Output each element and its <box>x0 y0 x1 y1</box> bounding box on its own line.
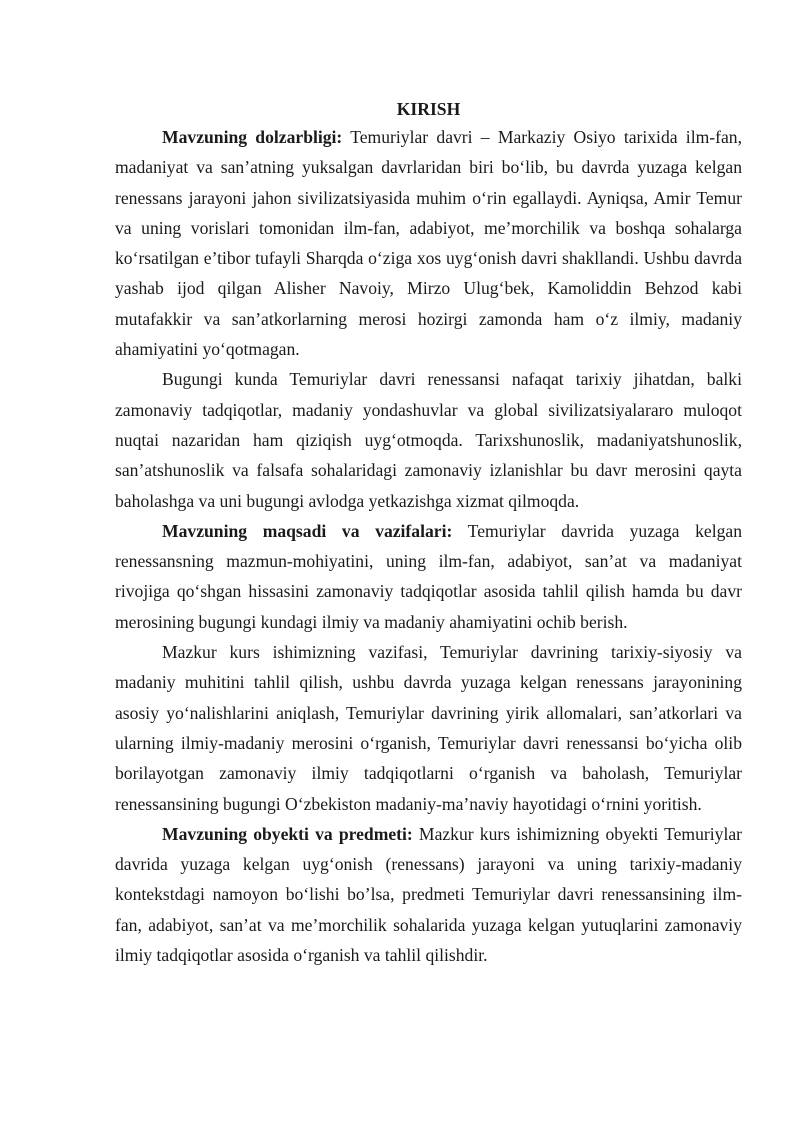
paragraph-lead: Mavzuning obyekti va predmeti: <box>162 823 413 844</box>
paragraph-lead: Mavzuning maqsadi va vazifalari: <box>162 520 453 541</box>
paragraph-relevance <box>115 122 742 364</box>
document-title: KIRISH <box>396 99 461 119</box>
paragraph-lead: Mavzuning dolzarbligi: <box>162 127 343 147</box>
document-page <box>115 96 742 970</box>
paragraph-text: Mazkur kurs ishimizning vazifasi, Temuriylar davrining tarixiy-siyosiy va madaniy muhitini tahlil qilish, ushbu davrda yuzaga kelgan renessans jarayonining asosiy yo‘nalishlarini aniqlash, Temuriylar davrining yirik allomalari, san’atkorlari va ularning ilmiy-madaniy merosini o‘rganish, Temuriylar davri renessansi bo‘yicha olib borilayotgan zamonaviy ilmiy tadqiqotlarni o‘rganish va baholash, Temuriylar renessansining bugungi O‘zbekiston madaniy-ma’naviy hayotidagi o‘rnini yoritish. <box>115 642 742 814</box>
paragraph-tasks <box>115 637 742 819</box>
paragraph-today <box>115 364 742 515</box>
paragraph-text: Bugungi kunda Temuriylar davri renessansi nafaqat tarixiy jihatdan, balki zamonaviy tadqiqotlar, madaniy yondashuvlar va global sivilizatsiyalararo muloqot nuqtai nazaridan ham qiziqish uyg‘otmoqda. Tarixshunoslik, madaniyatshunoslik, san’atshunoslik va falsafa sohalaridagi zamonaviy izlanishlar bu davr merosini qayta baholashga va uni bugungi avlodga yetkazishga xizmat qilmoqda. <box>115 369 742 511</box>
paragraph-object-subject <box>115 819 742 970</box>
paragraph-text: Temuriylar davri – Markaziy Osiyo tarixida ilm-fan, madaniyat va san’atning yuksalgan davrlaridan biri bo‘lib, bu davrda yuzaga kelgan renessans jarayoni jahon sivilizatsiyasida muhim o‘rin egallaydi. Ayniqsa, Amir Temur va uning vorislari tomonidan ilm-fan, adabiyot, me’morchilik va boshqa sohalarga ko‘rsatilgan e’tibor tufayli Sharqda o‘ziga xos uyg‘onish davri shakllandi. Ushbu davrda yashab ijod qilgan Alisher Navoiy, Mirzo Ulug‘bek, Kamoliddin Behzod kabi mutafakkir va san’atkorlarning merosi hozirgi zamonda ham o‘z ilmiy, madaniy ahamiyatini yo‘qotmagan. <box>115 127 742 360</box>
paragraph-text: Mazkur kurs ishimizning obyekti Temuriylar davrida yuzaga kelgan uyg‘onish (renessans) jarayoni va uning tarixiy-madaniy kontekstdagi namoyon bo‘lishi bo’lsa, predmeti Temuriylar davri renessansining ilm-fan, adabiyot, san’at va me’morchilik sohalarida yuzaga kelgan yutuqlarini zamonaviy ilmiy tadqiqotlar asosida o‘rganish va tahlil qilishdir. <box>115 823 742 966</box>
paragraph-text: Temuriylar davrida yuzaga kelgan renessansning mazmun-mohiyatini, uning ilm-fan, adabiyot, san’at va madaniyat rivojiga qo‘shgan hissasini zamonaviy tadqiqotlar asosida tahlil qilish hamda bu davr merosining bugungi kundagi ilmiy va madaniy ahamiyatini ochib berish. <box>115 520 742 632</box>
paragraph-goals <box>115 516 742 637</box>
